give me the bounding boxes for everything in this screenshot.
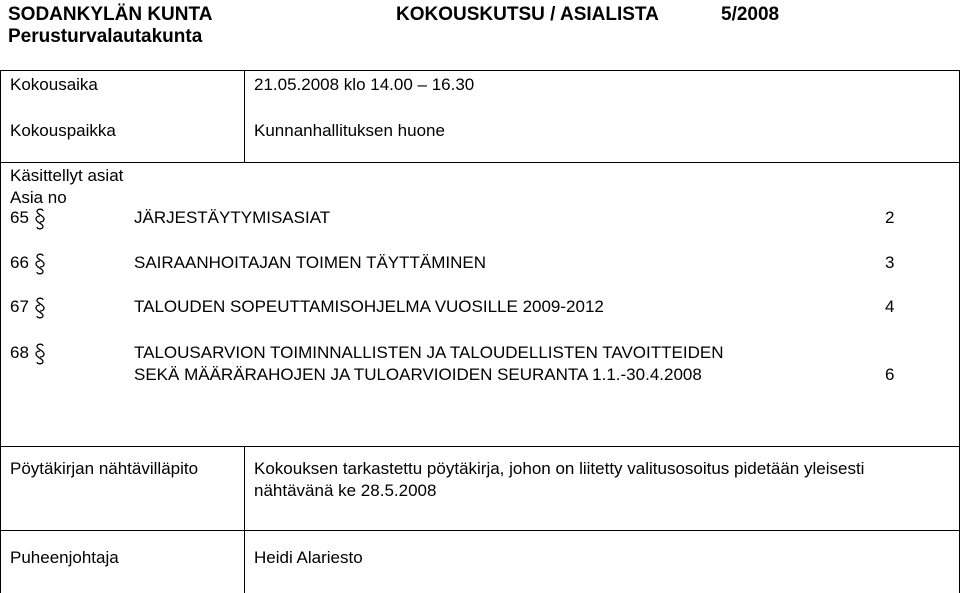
minutes-divider	[244, 447, 245, 531]
agenda-item-page: 6	[885, 365, 895, 384]
agenda-item-title: JÄRJESTÄYTYMISASIAT	[134, 208, 331, 227]
meeting-number: 5/2008	[721, 4, 780, 25]
agenda-item-page: 2	[885, 208, 895, 227]
agenda-item-page: 4	[885, 297, 895, 316]
agenda-item-number: 66	[10, 253, 29, 272]
section-sign-icon	[33, 252, 47, 276]
agenda-item-title: TALOUSARVION TOIMINNALLISTEN JA TALOUDELLISTEN TAVOITTEIDEN	[134, 343, 724, 362]
agenda-item-title: TALOUDEN SOPEUTTAMISOHJELMA VUOSILLE 2009-2012	[134, 297, 604, 316]
agenda-item-page: 3	[885, 253, 895, 272]
agenda-item-number: 67	[10, 297, 29, 316]
meeting-info-divider	[244, 70, 245, 162]
minutes-label: Pöytäkirjan nähtävilläpito	[10, 459, 199, 478]
agenda-item-title: SAIRAANHOITAJAN TOIMEN TÄYTTÄMINEN	[134, 253, 487, 272]
meeting-place-label: Kokouspaikka	[10, 121, 116, 140]
chair-box	[0, 531, 960, 593]
meeting-info-box	[0, 70, 960, 162]
organization-name: SODANKYLÄN KUNTA	[8, 4, 213, 25]
agenda-item-number: 68	[10, 343, 29, 362]
section-sign-icon	[33, 342, 47, 366]
section-sign-icon	[33, 207, 47, 231]
minutes-value-line-1: Kokouksen tarkastettu pöytäkirja, johon on liitetty valitusosoitus pidetään yleisesti	[254, 459, 865, 478]
meeting-time-value: 21.05.2008 klo 14.00 – 16.30	[254, 75, 475, 94]
chair-label: Puheenjohtaja	[10, 548, 119, 567]
agenda-heading: Käsittellyt asiat	[10, 166, 124, 185]
section-sign-icon	[33, 296, 47, 320]
agenda-item-title: SEKÄ MÄÄRÄRAHOJEN JA TULOARVIOIDEN SEURANTA 1.1.-30.4.2008	[134, 365, 702, 384]
chair-value: Heidi Alariesto	[254, 548, 363, 567]
agenda-item-number: 65	[10, 208, 29, 227]
meeting-time-label: Kokousaika	[10, 75, 98, 94]
minutes-value-line-2: nähtävänä ke 28.5.2008	[254, 481, 437, 500]
chair-divider	[244, 531, 245, 593]
document-type: KOKOUSKUTSU / ASIALISTA	[396, 4, 659, 25]
committee-name: Perusturvalautakunta	[8, 26, 203, 47]
agenda-subheading: Asia no	[10, 188, 67, 207]
meeting-place-value: Kunnanhallituksen huone	[254, 121, 445, 140]
